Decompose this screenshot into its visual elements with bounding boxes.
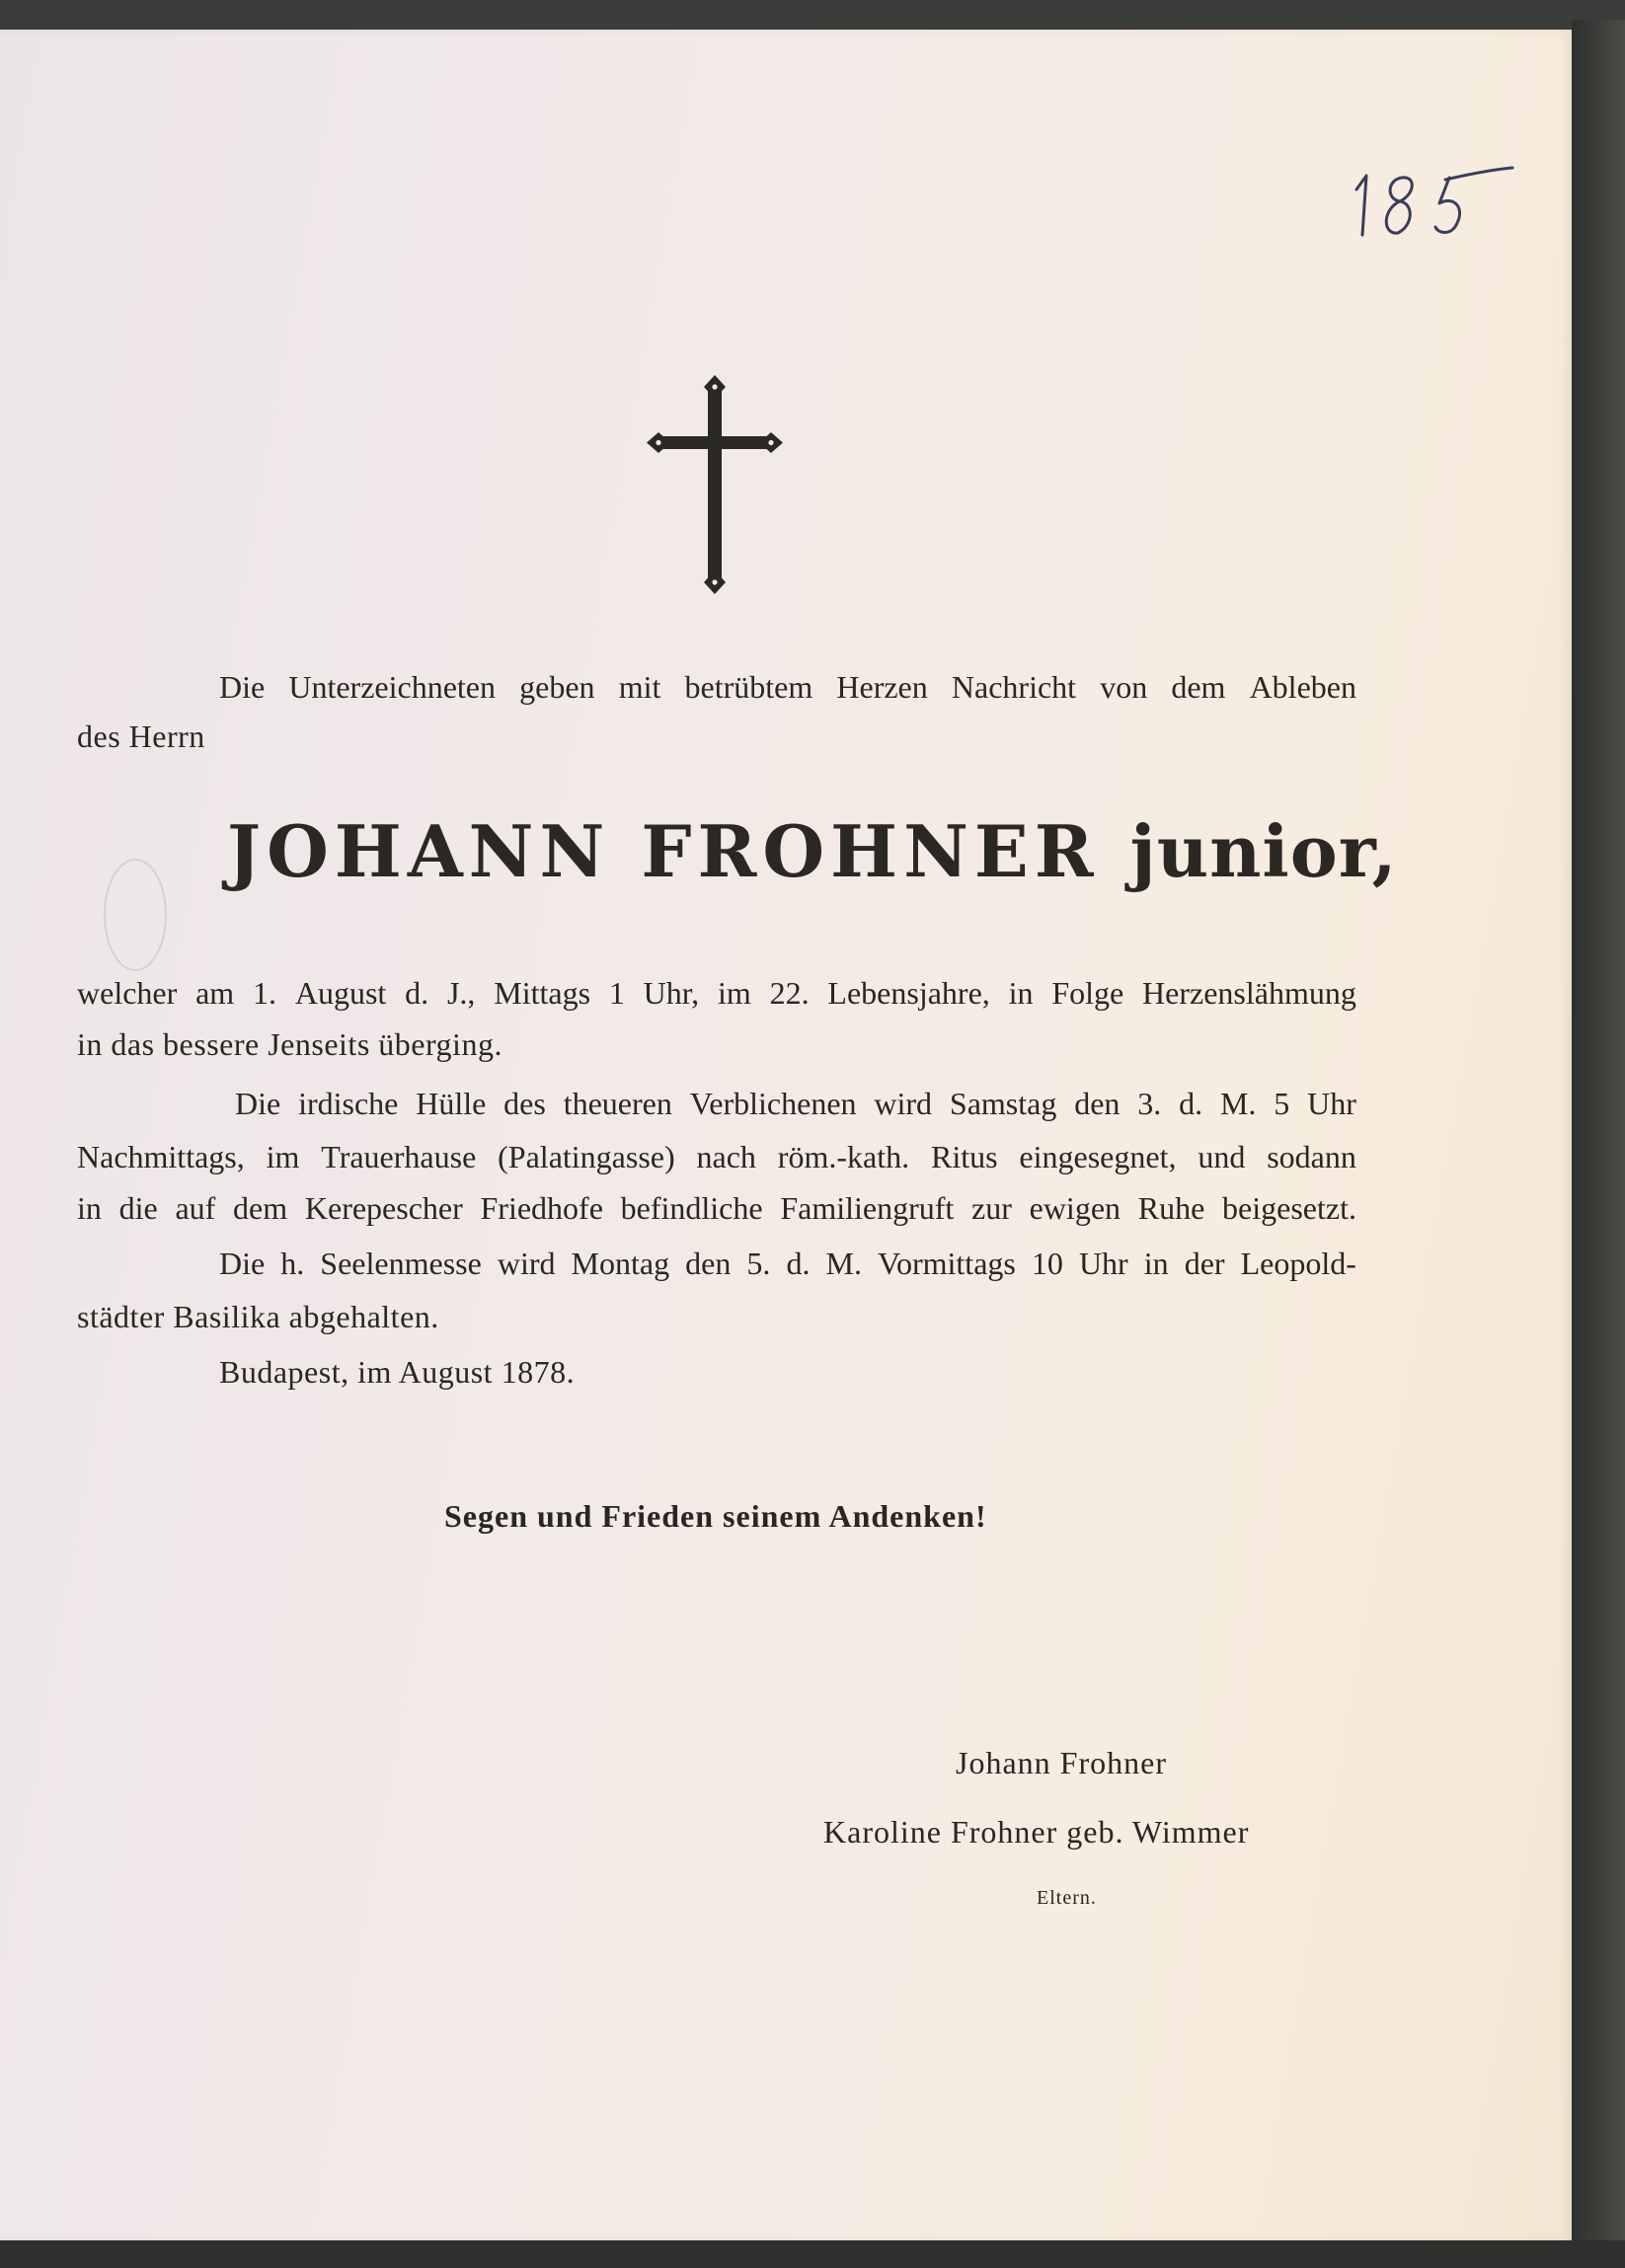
word: dem — [1171, 669, 1226, 705]
word: auf — [175, 1190, 216, 1226]
paragraph-1-line-1 — [77, 975, 1356, 1012]
word: Kerepescher — [304, 1190, 463, 1226]
word: der — [1184, 1246, 1225, 1281]
signature-role: Eltern. — [1037, 1887, 1097, 1909]
word: theueren — [563, 1086, 672, 1121]
word: geben — [519, 669, 595, 705]
signature-mother: Karoline Frohner geb. Wimmer — [823, 1814, 1250, 1850]
word: Uhr — [1078, 1246, 1128, 1281]
word: Samstag — [949, 1086, 1057, 1121]
word: Herzen — [836, 669, 928, 705]
word: am — [195, 975, 235, 1011]
word: des — [503, 1086, 546, 1121]
word: den — [1074, 1086, 1121, 1121]
deceased-name-main: JOHANN FROHNER — [227, 809, 1100, 893]
document-page — [0, 30, 1572, 2240]
word: 3. — [1137, 1086, 1162, 1121]
word: röm.-kath. — [777, 1139, 910, 1174]
deceased-name — [227, 809, 1398, 893]
word: Trauerhause — [321, 1139, 477, 1174]
word: beigesetzt. — [1222, 1190, 1356, 1226]
faded-stamp — [104, 859, 167, 971]
word: im — [266, 1139, 300, 1174]
paragraph-2-line-2 — [77, 1139, 1356, 1175]
word: Die — [235, 1086, 281, 1121]
page-edge-shadow — [1572, 20, 1625, 2268]
word: Folge — [1051, 975, 1124, 1011]
word: h. — [280, 1246, 305, 1281]
word: in — [1008, 975, 1034, 1011]
word: irdische — [298, 1086, 399, 1121]
word: Vormittags — [877, 1246, 1016, 1281]
paragraph-3-line-2: städter Basilika abgehalten. — [77, 1299, 439, 1334]
cross-icon — [647, 375, 783, 594]
word: Mittags — [494, 975, 591, 1011]
word: 5 — [1274, 1086, 1290, 1121]
word: Verblichenen — [689, 1086, 857, 1121]
word: Uhr — [1307, 1086, 1356, 1121]
word: Familiengruft — [780, 1190, 955, 1226]
word: sodann — [1267, 1139, 1356, 1174]
word: befindliche — [620, 1190, 763, 1226]
word: Friedhofe — [480, 1190, 603, 1226]
word: in — [77, 1190, 102, 1226]
word: (Palatingasse) — [498, 1139, 675, 1174]
word: Ritus — [930, 1139, 998, 1174]
word: im — [717, 975, 751, 1011]
word: welcher — [77, 975, 178, 1011]
word: d. — [1179, 1086, 1203, 1121]
word: Montag — [571, 1246, 670, 1281]
deceased-name-suffix: junior, — [1129, 809, 1398, 893]
word: Unterzeichneten — [288, 669, 496, 705]
word: von — [1100, 669, 1148, 705]
paragraph-1-line-2: in das bessere Jenseits überging. — [77, 1026, 503, 1062]
word: Leopold- — [1240, 1246, 1356, 1281]
word: Die — [219, 1246, 266, 1281]
word: Seelenmesse — [320, 1246, 482, 1281]
word: J., — [446, 975, 476, 1011]
word: zur — [971, 1190, 1012, 1226]
word: d. — [786, 1246, 811, 1281]
closing-blessing: Segen und Frieden seinem Andenken! — [444, 1498, 987, 1534]
word: Nachricht — [951, 669, 1077, 705]
place-date: Budapest, im August 1878. — [219, 1354, 576, 1390]
word: dem — [233, 1190, 288, 1226]
word: betrübtem — [684, 669, 813, 705]
word: Herzenslähmung — [1142, 975, 1356, 1011]
word: 1. — [253, 975, 277, 1011]
handwritten-archive-number — [1343, 138, 1520, 247]
word: Lebensjahre, — [827, 975, 990, 1011]
paragraph-2-line-3 — [77, 1190, 1356, 1227]
word: Hülle — [416, 1086, 487, 1121]
word: eingesegnet, — [1019, 1139, 1177, 1174]
word: Ruhe — [1137, 1190, 1205, 1226]
word: ewigen — [1029, 1190, 1122, 1226]
word: 5. — [746, 1246, 771, 1281]
word: in — [1143, 1246, 1169, 1281]
word: den — [685, 1246, 732, 1281]
intro-line-2: des Herrn — [77, 718, 205, 754]
word: Uhr, — [643, 975, 700, 1011]
word: die — [118, 1190, 158, 1226]
word: 10 — [1031, 1246, 1063, 1281]
word: nach — [696, 1139, 756, 1174]
word: wird — [874, 1086, 933, 1121]
word: und — [1198, 1139, 1246, 1174]
word: mit — [618, 669, 661, 705]
signature-father: Johann Frohner — [956, 1745, 1167, 1780]
paragraph-2-line-1 — [235, 1086, 1356, 1122]
word: Ableben — [1249, 669, 1356, 705]
word: August — [294, 975, 387, 1011]
word: M. — [1219, 1086, 1257, 1121]
paragraph-3-line-1 — [219, 1246, 1356, 1282]
word: M. — [825, 1246, 862, 1281]
word: 1 — [608, 975, 625, 1011]
word: Nachmittags, — [77, 1139, 245, 1174]
intro-line-1 — [219, 669, 1356, 706]
word: 22. — [769, 975, 810, 1011]
word: Die — [219, 669, 266, 705]
word: d. — [405, 975, 429, 1011]
scan-background — [0, 2240, 1625, 2268]
word: wird — [497, 1246, 556, 1281]
